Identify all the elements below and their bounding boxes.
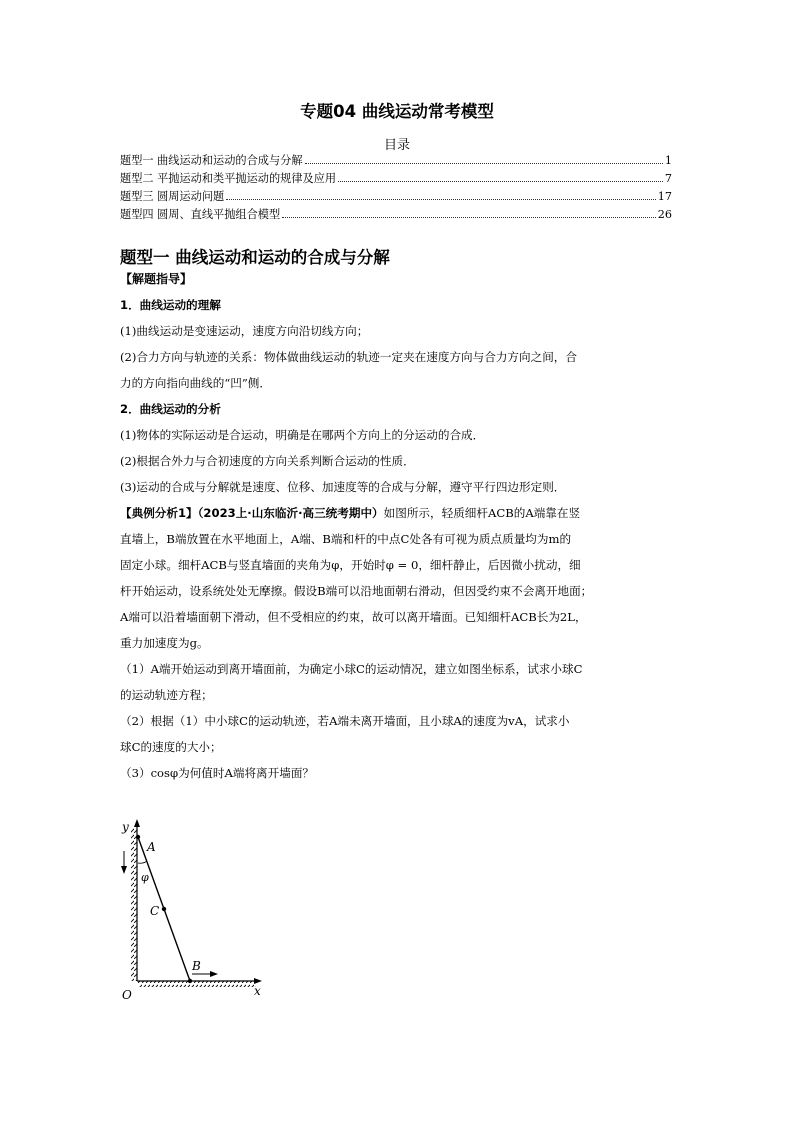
toc-leader <box>282 216 656 218</box>
ball-b <box>188 979 192 983</box>
toc-entry[interactable] <box>120 206 672 224</box>
label-phi: φ <box>141 871 149 884</box>
ball-a <box>136 835 140 839</box>
toc-entry-page: 7 <box>664 172 672 185</box>
label-o: O <box>122 988 132 1002</box>
toc-entry-label: 题型三 圆周运动问题 <box>120 190 225 203</box>
body-text <box>120 266 680 786</box>
question-2-cont: 球C的速度的大小； <box>120 740 222 754</box>
question-2: （2）根据（1）中小球C的运动轨迹，若A端未离开墙面，且小球A的速度为vA，试求小 <box>120 714 570 728</box>
guide-heading: 【解题指导】 <box>120 272 193 286</box>
section-title: 题型一 曲线运动和运动的合成与分解 <box>120 248 390 267</box>
paragraph: (1)物体的实际运动是合运动，明确是在哪两个方向上的分运动的合成． <box>120 428 485 442</box>
toc-entry-label: 题型二 平抛运动和类平抛运动的规律及应用 <box>120 172 337 185</box>
ball-c <box>162 907 166 911</box>
wall-hatching <box>131 827 137 981</box>
subheading: 2．曲线运动的分析 <box>120 402 221 416</box>
label-c: C <box>150 904 160 918</box>
physics-figure <box>110 815 280 1005</box>
toc-entry-page: 17 <box>657 190 672 203</box>
paragraph: 重力加速度为g。 <box>120 636 209 650</box>
example-source: （2023上·山东临沂·高三统考期中） <box>197 506 384 520</box>
toc-entry[interactable] <box>120 170 672 188</box>
toc-heading: 目录 <box>383 138 410 153</box>
table-of-contents <box>120 152 672 224</box>
label-y: y <box>122 820 129 834</box>
question-1-cont: 的运动轨迹方程； <box>120 688 213 702</box>
toc-leader <box>338 180 663 182</box>
example-intro <box>120 500 680 526</box>
paragraph: A端可以沿着墙面朝下滑动，但不受相应的约束，故可以离开墙面。已知细杆ACB长为2L， <box>120 610 587 624</box>
a-velocity-arrowhead <box>121 866 127 874</box>
paragraph: (2)根据合外力与合初速度的方向关系判断合运动的性质． <box>120 454 415 468</box>
label-a: A <box>147 840 156 854</box>
b-velocity-arrowhead <box>210 971 218 977</box>
label-x: x <box>254 984 261 998</box>
toc-entry-page: 1 <box>664 154 672 167</box>
page-title: 专题04 曲线运动常考模型 <box>300 102 494 121</box>
angle-arc <box>138 861 147 863</box>
subheading: 1．曲线运动的理解 <box>120 298 221 312</box>
toc-leader <box>226 198 656 200</box>
toc-entry[interactable] <box>120 152 672 170</box>
paragraph: (3)运动的合成与分解就是速度、位移、加速度等的合成与分解，遵守平行四边形定则． <box>120 480 566 494</box>
paragraph: 直墙上，B端放置在水平地面上，A端、B端和杆的中点C处各有可视为质点质量均为m的 <box>120 532 572 546</box>
toc-entry-label: 题型一 曲线运动和运动的合成与分解 <box>120 154 303 167</box>
label-b: B <box>192 959 201 973</box>
toc-leader <box>305 162 663 164</box>
paragraph: (2)合力方向与轨迹的关系：物体做曲线运动的轨迹一定夹在速度方向与合力方向之间，合 <box>120 350 577 364</box>
question-1: （1）A端开始运动到离开墙面前，为确定小球C的运动情况，建立如图坐标系，试求小球C <box>120 662 583 676</box>
toc-entry-page: 26 <box>657 208 672 221</box>
paragraph: (1)曲线运动是变速运动，速度方向沿切线方向； <box>120 324 369 338</box>
question-3: （3）cosφ为何值时A端将离开墙面？ <box>120 766 315 780</box>
toc-entry[interactable] <box>120 188 672 206</box>
example-text: 如图所示，轻质细杆ACB的A端靠在竖 <box>383 506 581 520</box>
y-axis-arrow <box>134 819 140 827</box>
paragraph: 固定小球。细杆ACB与竖直墙面的夹角为φ，开始时φ = 0，细杆静止，后因微小扰动，细 <box>120 558 581 572</box>
floor-hatching <box>138 981 256 987</box>
paragraph: 力的方向指向曲线的“凹”侧． <box>120 376 271 390</box>
toc-entry-label: 题型四 圆周、直线平抛组合模型 <box>120 208 281 221</box>
paragraph: 杆开始运动，设系统处处无摩擦。假设B端可以沿地面朝右滑动，但因受约束不会离开地面； <box>120 584 593 598</box>
example-tag: 【典例分析1】 <box>120 506 198 520</box>
